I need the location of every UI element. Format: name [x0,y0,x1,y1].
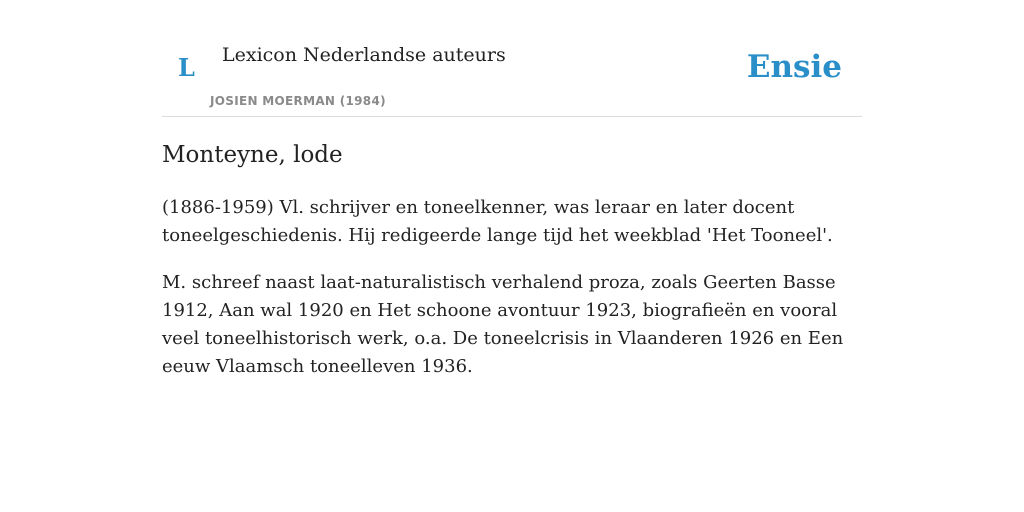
source-author: JOSIEN MOERMAN (1984) [210,94,386,108]
source-logo-letter[interactable]: L [178,53,195,82]
article-page [162,0,862,381]
source-title-link[interactable]: Lexicon Nederlandse auteurs [222,44,506,66]
entry-paragraph: (1886-1959) Vl. schrijver en toneelkenner, was leraar en later docent toneelgeschiedenis. Hij redigeerde lange tijd het weekblad 'Het Tooneel'. [162,197,833,246]
entry-title: Monteyne, lode [162,142,343,168]
entry-paragraph: M. schreef naast laat-naturalistisch verhalend proza, zoals Geerten Basse 1912, Aan wal 1920 en Het schoone avontuur 1923, biografieën en vooral veel toneelhistorisch werk, o.a. De toneelcrisis in Vlaanderen 1926 en Een eeuw Vlaamsch toneelleven 1936. [162,272,844,377]
ensie-logo-link[interactable]: Ensie [746,49,842,85]
source-header [162,0,862,117]
